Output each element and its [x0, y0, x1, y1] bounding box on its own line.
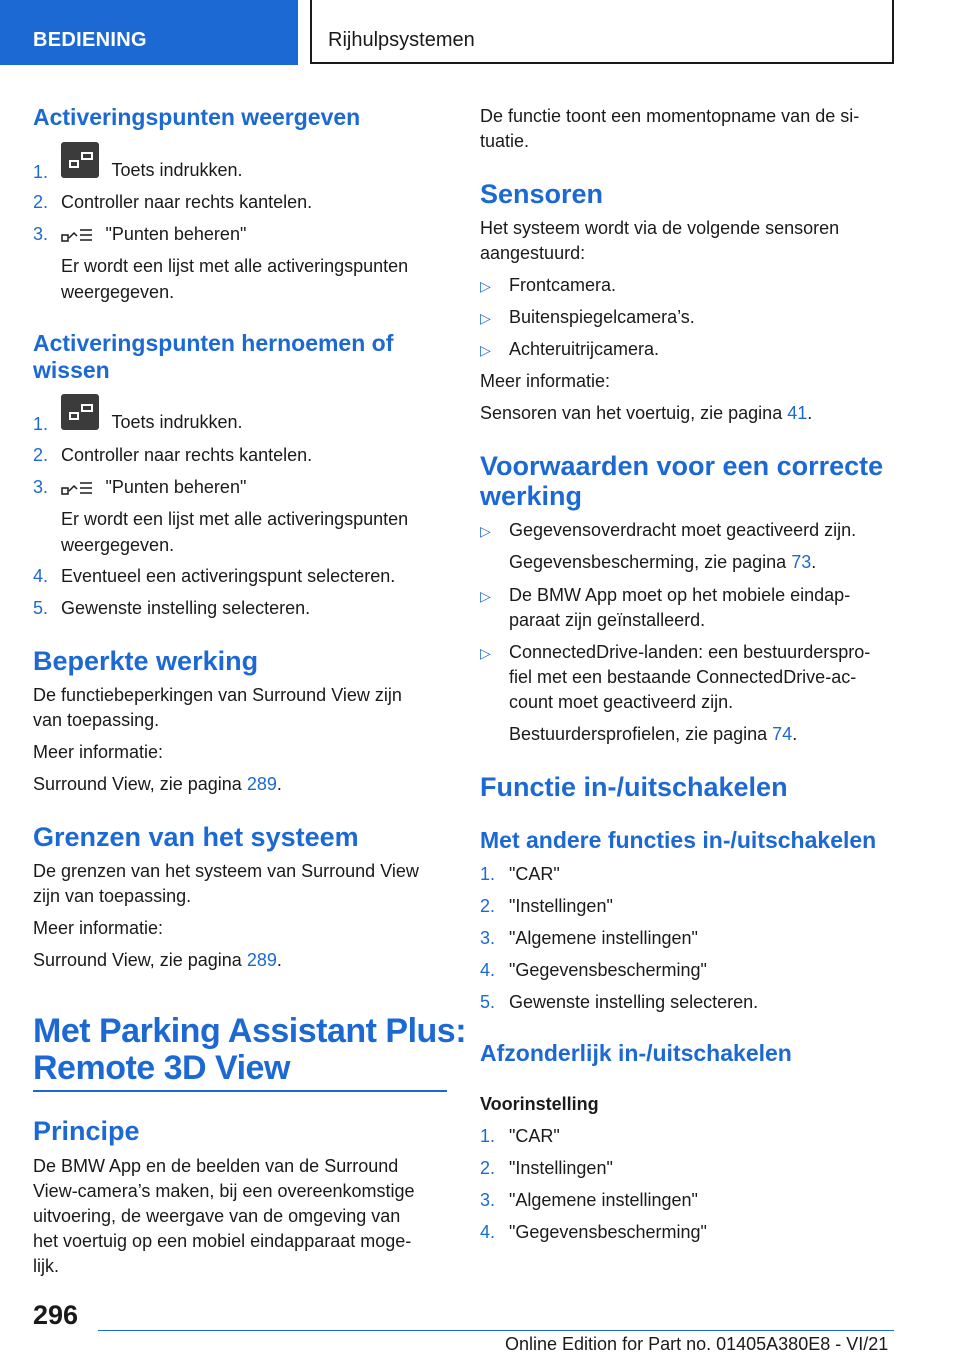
body-text: lijk. — [33, 1256, 59, 1276]
body-text: De grenzen van het systeem van Surround View — [33, 861, 419, 881]
heading-activation-points: Activeringspunten weergeven — [33, 104, 361, 130]
body-text: uitvoering, de weergave van de omgeving van — [33, 1206, 401, 1226]
header-section-tab — [0, 0, 298, 65]
body-text: Meer informatie: — [33, 918, 164, 938]
subheading-preset: Voorinstelling — [480, 1094, 599, 1114]
list-note: weergegeven. — [61, 535, 175, 555]
cross-reference: Surround View, zie pagina 289. — [33, 950, 282, 970]
cross-reference: Bestuurdersprofielen, zie pagina 74. — [509, 724, 798, 744]
body-text: De functie toont een momentopname van de si- — [480, 106, 860, 126]
page-number: 296 — [33, 1300, 79, 1330]
heading-limited-function: Beperkte werking — [33, 646, 259, 676]
bullet-triangle-icon: ▷ — [480, 523, 491, 539]
heading-separate-toggle: Afzonderlijk in-/uitschakelen — [480, 1040, 792, 1066]
cross-reference: Gegevensbescherming, zie pagina 73. — [509, 552, 817, 572]
body-text: het voertuig op een mobiel eindapparaat moge- — [33, 1231, 412, 1251]
bullet-triangle-icon: ▷ — [480, 278, 491, 294]
header-chapter-tab — [310, 0, 894, 64]
heading-conditions: Voorwaarden voor een correcte — [480, 451, 884, 481]
list-item: 1. Toets indrukken. — [33, 394, 447, 434]
list-item: 1. Toets indrukken. — [33, 142, 447, 182]
header-chapter-label: Rijhulpsystemen — [328, 29, 475, 51]
body-text: van toepassing. — [33, 710, 160, 730]
list-note: weergegeven. — [61, 282, 175, 302]
section-rule — [33, 1090, 447, 1092]
page-link[interactable]: 41 — [787, 403, 808, 423]
list-item-continuation: fiel met een bestaande ConnectedDrive-ac- — [509, 667, 857, 687]
cross-reference: Sensoren van het voertuig, zie pagina 41. — [480, 403, 813, 423]
body-text: De BMW App en de beelden van de Surround — [33, 1156, 399, 1176]
page-link[interactable]: 73 — [791, 552, 812, 572]
cross-reference: Surround View, zie pagina 289. — [33, 774, 282, 794]
page-link[interactable]: 289 — [246, 950, 277, 970]
bullet-triangle-icon: ▷ — [480, 588, 491, 604]
heading-conditions: werking — [480, 481, 583, 511]
manage-points-button-icon — [61, 142, 99, 178]
bullet-triangle-icon: ▷ — [480, 645, 491, 661]
points-manage-icon — [61, 227, 93, 245]
heading-toggle-function: Functie in-/uitschakelen — [480, 772, 788, 802]
heading-rename-points: Activeringspunten hernoemen of — [33, 330, 394, 356]
heading-other-functions: Met andere functies in-/uitschakelen — [480, 827, 877, 853]
body-text: zijn van toepassing. — [33, 886, 192, 906]
body-text: Het systeem wordt via de volgende sensoren — [480, 218, 840, 238]
list-note: Er wordt een lijst met alle activeringspunten — [61, 509, 409, 529]
bullet-triangle-icon: ▷ — [480, 342, 491, 358]
page-link[interactable]: 289 — [246, 774, 277, 794]
bullet-triangle-icon: ▷ — [480, 310, 491, 326]
body-text: Meer informatie: — [33, 742, 164, 762]
heading-principle: Principe — [33, 1116, 140, 1146]
header-section-label: BEDIENING — [33, 29, 147, 51]
body-text: View-camera’s maken, bij een overeenkomstige — [33, 1181, 415, 1201]
manage-points-button-icon — [61, 394, 99, 430]
list-note: Er wordt een lijst met alle activeringspunten — [61, 256, 409, 276]
heading-system-limits: Grenzen van het systeem — [33, 822, 359, 852]
edition-info: Online Edition for Part no. 01405A380E8 - VI/21 — [505, 1334, 889, 1354]
body-text: Meer informatie: — [480, 371, 611, 391]
body-text: aangestuurd: — [480, 243, 586, 263]
points-manage-icon — [61, 480, 93, 498]
body-text: De functiebeperkingen van Surround View zijn — [33, 685, 402, 705]
page-link[interactable]: 74 — [772, 724, 793, 744]
list-item-continuation: count moet geactiveerd zijn. — [509, 692, 734, 712]
heading-rename-points: wissen — [33, 357, 110, 383]
heading-main-section: Met Parking Assistant Plus: — [33, 1012, 467, 1050]
list-item-continuation: paraat zijn geïnstalleerd. — [509, 610, 706, 630]
heading-main-section: Remote 3D View — [33, 1049, 290, 1087]
body-text: tuatie. — [480, 131, 530, 151]
heading-sensors: Sensoren — [480, 179, 604, 209]
footer-rule — [98, 1330, 894, 1331]
